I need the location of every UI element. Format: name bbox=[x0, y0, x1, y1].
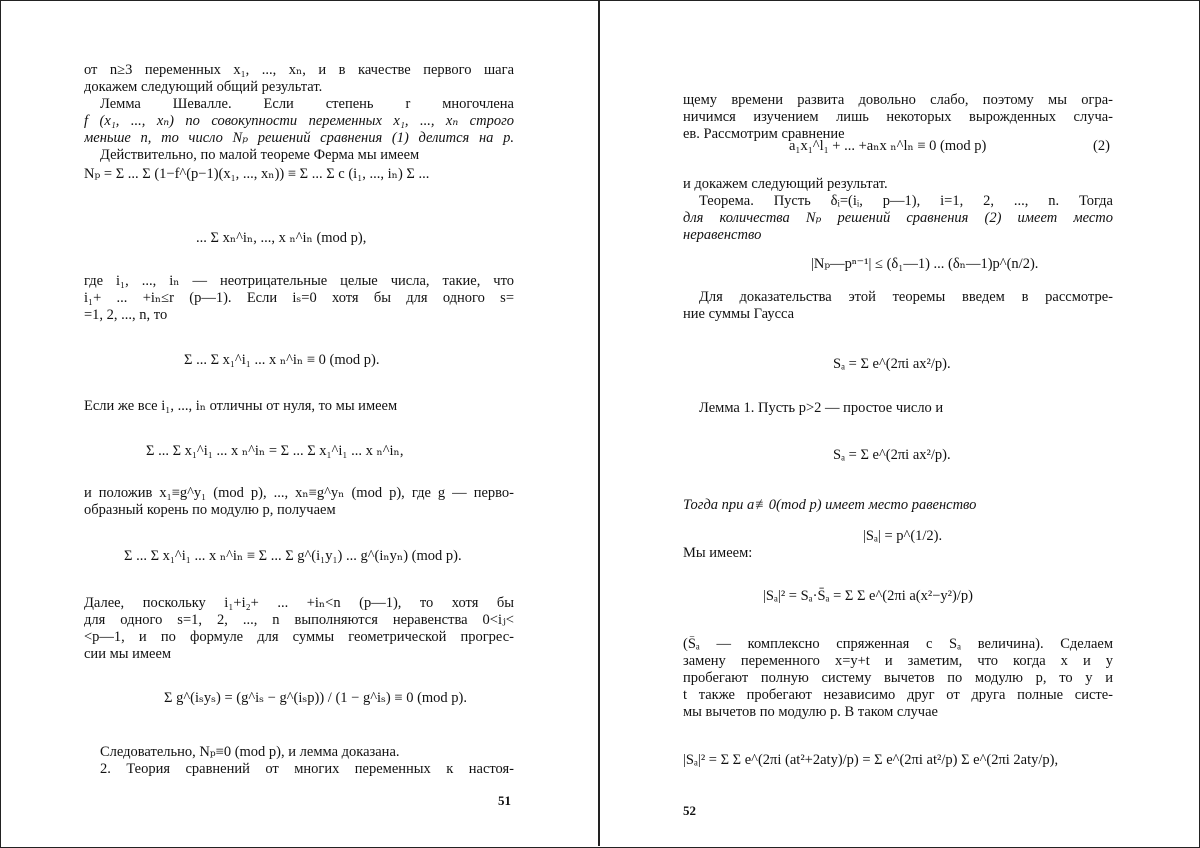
text-line: =1, 2, ..., n, то bbox=[84, 307, 168, 323]
text-line: f (x₁, ..., xₙ) по совокупности переменных x₁, ..., xₙ строго bbox=[84, 113, 514, 129]
text-line: Лемма Шевалле. Если степень r многочлена bbox=[100, 96, 514, 112]
right-page bbox=[683, 0, 1113, 846]
text-line: мы вычетов по модулю p. В таком случае bbox=[683, 704, 938, 720]
text-line: Теорема. Пусть δᵢ=(iᵢ, p—1), i=1, 2, ..., n. Тогда bbox=[699, 193, 1113, 209]
text-line: замену переменного x=y+t и заметим, что когда x и y bbox=[683, 653, 1113, 669]
text-line: (S̄ₐ — комплексно спряженная с Sₐ величина). Сделаем bbox=[683, 636, 1113, 652]
text-line: меньше n, то число Nₚ решений сравнения (1) делится на p. bbox=[84, 130, 514, 146]
text-line: ев. Рассмотрим сравнение bbox=[683, 126, 845, 142]
text-line: образный корень по модулю p, получаем bbox=[84, 502, 336, 518]
page-gutter bbox=[598, 0, 600, 846]
equation: Σ ... Σ x₁^i₁ ... x ₙ^iₙ ≡ 0 (mod p). bbox=[184, 352, 380, 368]
equation: Sₐ = Σ e^(2πi ax²/p). bbox=[833, 356, 951, 372]
page-number: 51 bbox=[498, 793, 511, 808]
equation: Σ ... Σ x₁^i₁ ... x ₙ^iₙ = Σ ... Σ x₁^i₁ ... x ₙ^iₙ, bbox=[146, 443, 404, 459]
text-line: Если же все i₁, ..., iₙ отличны от нуля, то мы имеем bbox=[84, 398, 398, 414]
text-line: ничимся изучением лишь некоторых вырожденных случа- bbox=[683, 109, 1113, 125]
text-line: Тогда при a≢0(mod p) имеет место равенство bbox=[683, 497, 977, 513]
text-line: щему времени развита довольно слабо, поэтому мы огра- bbox=[683, 92, 1113, 108]
text-line: для количества Nₚ решений сравнения (2) имеет место bbox=[683, 210, 1113, 226]
equation: |Sₐ|² = Σ Σ e^(2πi (at²+2aty)/p) = Σ e^(2πi at²/p) Σ e^(2πi 2aty/p), bbox=[683, 752, 1059, 768]
equation: a₁x₁^l₁ + ... +aₙx ₙ^lₙ ≡ 0 (mod p) bbox=[789, 138, 987, 154]
equation: Σ ... Σ x₁^i₁ ... x ₙ^iₙ ≡ Σ ... Σ g^(i₁y₁) ... g^(iₙyₙ) (mod p). bbox=[124, 548, 462, 564]
text-line: Далее, поскольку i₁+i₂+ ... +iₙ<n (p—1), то хотя бы bbox=[84, 595, 514, 611]
text-line: t также пробегают независимо друг от друга полные систе- bbox=[683, 687, 1113, 703]
text-line: 2. Теория сравнений от многих переменных к настоя- bbox=[100, 761, 514, 777]
equation: |Sₐ|² = Sₐ·S̄ₐ = Σ Σ e^(2πi a(x²−y²)/p) bbox=[763, 588, 973, 604]
text-line: пробегают полную систему вычетов по модулю p, то y и bbox=[683, 670, 1113, 686]
text-line: i₁+ ... +iₙ≤r (p—1). Если iₛ=0 хотя бы для одного s= bbox=[84, 290, 514, 306]
equation: Sₐ = Σ e^(2πi ax²/p). bbox=[833, 447, 951, 463]
text-line: от n≥3 переменных x₁, ..., xₙ, и в качестве первого шага bbox=[84, 62, 514, 78]
text-line: Лемма 1. Пусть p>2 — простое число и bbox=[699, 400, 944, 416]
equation: ... Σ xₙ^iₙ, ..., x ₙ^iₙ (mod p), bbox=[196, 230, 367, 246]
text-line: неравенство bbox=[683, 227, 762, 243]
text-line: и докажем следующий результат. bbox=[683, 176, 888, 192]
equation: |Nₚ—pⁿ⁻¹| ≤ (δ₁—1) ... (δₙ—1)p^(n/2). bbox=[811, 256, 1039, 272]
text-line: сии мы имеем bbox=[84, 646, 172, 662]
text-line: докажем следующий общий результат. bbox=[84, 79, 323, 95]
text-line: ние суммы Гаусса bbox=[683, 306, 795, 322]
equation: |Sₐ| = p^(1/2). bbox=[863, 528, 943, 544]
text-line: Действительно, по малой теореме Ферма мы имеем bbox=[100, 147, 420, 163]
page-number: 52 bbox=[683, 803, 696, 818]
equation-number: (2) bbox=[1093, 138, 1110, 154]
text-line: для одного s=1, 2, ..., n выполняются неравенства 0<iⱼ< bbox=[84, 612, 514, 628]
text-line: и положив x₁≡g^y₁ (mod p), ..., xₙ≡g^yₙ (mod p), где g — перво- bbox=[84, 485, 514, 501]
text-line: Для доказательства этой теоремы введем в рассмотре- bbox=[699, 289, 1113, 305]
text-line: Следовательно, Nₚ≡0 (mod p), и лемма доказана. bbox=[100, 744, 400, 760]
text-line: где i₁, ..., iₙ — неотрицательные целые числа, такие, что bbox=[84, 273, 514, 289]
text-line: Мы имеем: bbox=[683, 545, 753, 561]
equation: Nₚ = Σ ... Σ (1−f^(p−1)(x₁, ..., xₙ)) ≡ Σ ... Σ c (i₁, ..., iₙ) Σ ... bbox=[84, 166, 430, 182]
left-page bbox=[84, 0, 514, 846]
equation: Σ g^(iₛyₛ) = (g^iₛ − g^(iₛp)) / (1 − g^iₛ) ≡ 0 (mod p). bbox=[164, 690, 467, 706]
text-line: <p—1, и по формуле для суммы геометрической прогрес- bbox=[84, 629, 514, 645]
